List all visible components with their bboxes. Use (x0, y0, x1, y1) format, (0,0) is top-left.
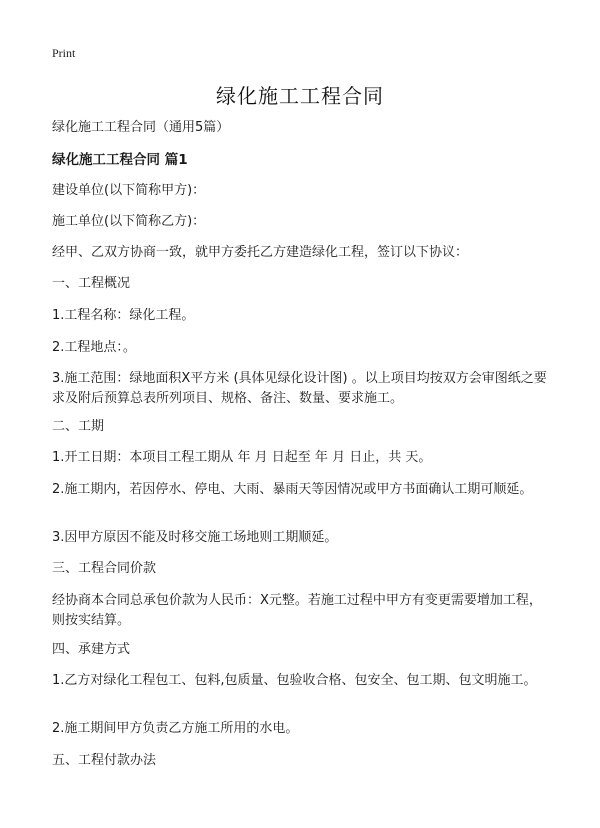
heading-schedule: 二、工期 (52, 419, 105, 434)
price-paragraph: 经协商本合同总承包价款为人民币：X元整。若施工过程中甲方有变更需要增加工程，则按实结算。 (52, 593, 542, 628)
document-title: 绿化施工工程合同 (216, 84, 384, 108)
project-name-line: 1.工程名称：绿化工程。 (52, 308, 195, 323)
heading-project-overview: 一、工程概况 (52, 276, 131, 291)
heading-payment-method: 五、工程付款办法 (52, 753, 157, 768)
agreement-intro: 经甲、乙双方协商一致，就甲方委托乙方建造绿化工程，签订以下协议： (52, 245, 469, 260)
heading-contract-price: 三、工程合同价款 (52, 561, 157, 576)
project-location-line: 2.工程地点：。 (52, 340, 136, 355)
party-a-line: 建设单位(以下简称甲方)： (52, 183, 206, 198)
heading-construction-mode: 四、承建方式 (52, 642, 131, 657)
scope-paragraph: 3.施工范围：绿地面积X平方米 (具体见绿化设计图) 。以上项目均按双方会审图纸之要求及附后预算总表所列项目、规格、备注、数量、要求施工。 (52, 371, 547, 406)
party-b-line: 施工单位(以下简称乙方)： (52, 214, 206, 229)
section-heading-part1: 绿化施工工程合同 篇1 (52, 152, 188, 168)
subtitle-line: 绿化施工工程合同（通用5篇） (52, 120, 230, 135)
extension-clause: 2.施工期内，若因停水、停电、大雨、暴雨天等因情况或甲方书面确认工期可顺延。 (52, 482, 533, 497)
contract-scope-clause: 1.乙方对绿化工程包工、包料,包质量、包验收合格、包安全、包工期、包文明施工。 (52, 673, 537, 688)
print-label: Print (52, 46, 76, 60)
utilities-clause: 2.施工期间甲方负责乙方施工所用的水电。 (52, 721, 299, 736)
site-delay-clause: 3.因甲方原因不能及时移交施工场地则工期顺延。 (52, 530, 338, 545)
start-date-line: 1.开工日期：本项目工程工期从 年 月 日起至 年 月 日止，共 天。 (52, 450, 432, 465)
